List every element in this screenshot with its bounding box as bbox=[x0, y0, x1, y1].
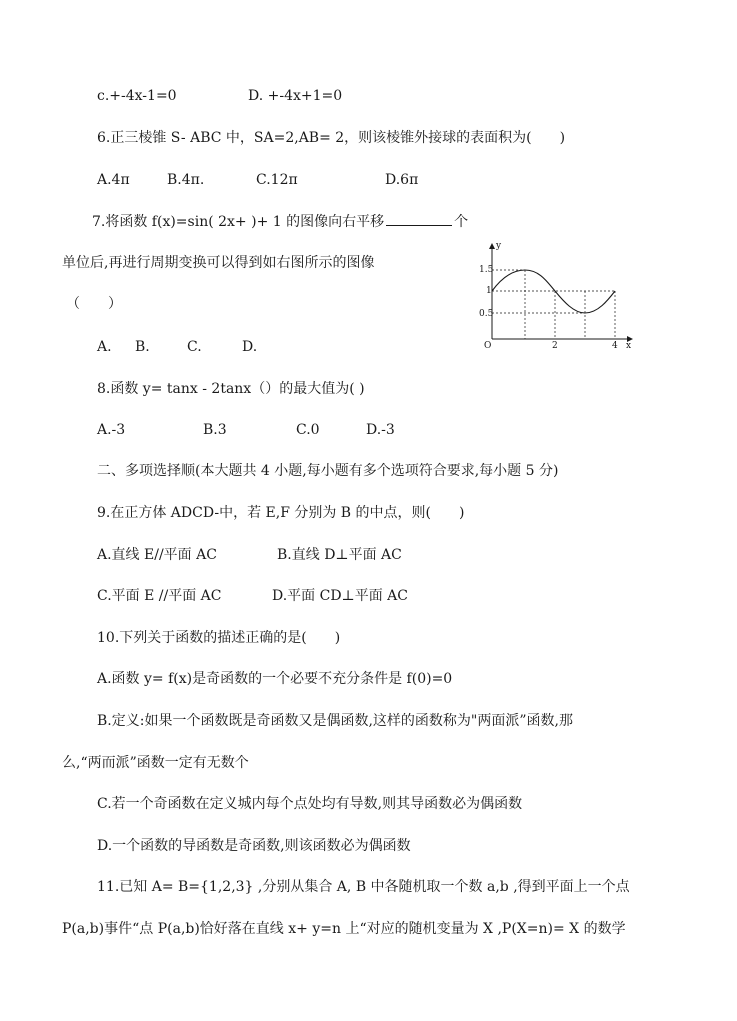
q11-line2: P(a,b)事件“点 P(a,b)恰好落在直线 x+ y=n 上“对应的随机变量为 X ,P(X=n)= X 的数学 bbox=[62, 921, 626, 937]
y-tick-0-5: 0.5 bbox=[479, 309, 494, 319]
q7-paren: （ ） bbox=[66, 296, 122, 312]
q7-stem-text: 7.将函数 f(x)=sin( 2x+ )+ 1 的图像向右平移 bbox=[92, 214, 385, 230]
q6-option-d: D.6π bbox=[385, 172, 419, 188]
q8-option-a: A.-3 bbox=[97, 422, 126, 438]
answer-blank bbox=[386, 211, 452, 226]
q8-option-b: B.3 bbox=[203, 422, 227, 438]
x-tick-4: 4 bbox=[612, 341, 618, 351]
y-tick-1-5: 1.5 bbox=[479, 265, 494, 275]
q9-stem: 9.在正方体 ADCD-中，若 E,F 分别为 B 的中点，则( ) bbox=[97, 505, 465, 521]
q10-option-c: C.若一个奇函数在定义城内每个点处均有导数,则其导函数必为偶函数 bbox=[97, 796, 523, 812]
sine-graph-figure bbox=[470, 238, 645, 356]
sine-curve bbox=[492, 270, 615, 313]
q8-option-d: D.-3 bbox=[366, 422, 395, 438]
q9-option-a: A.直线 E//平面 AC bbox=[97, 547, 217, 563]
q8-stem: 8.函数 y= tanx - 2tanx（）的最大值为( ) bbox=[97, 381, 365, 397]
q7-option-c: C. bbox=[187, 339, 202, 355]
q10-option-b-line2: 么,“两而派”函数一定有无数个 bbox=[62, 755, 249, 771]
q6-option-c: C.12π bbox=[256, 172, 298, 188]
x-tick-2: 2 bbox=[552, 341, 558, 351]
q10-option-a: A.函数 y= f(x)是奇函数的一个必要不充分条件是 f(0)=0 bbox=[97, 671, 453, 687]
q5-option-d: D. +-4x+1=0 bbox=[248, 88, 343, 104]
q11-line1: 11.已知 A= B={1,2,3} ,分别从集合 A, B 中各随机取一个数 a,b ,得到平面上一个点 bbox=[97, 879, 630, 895]
q10-option-b-line1: B.定义:如果一个函数既是奇函数又是偶函数,这样的函数称为"两面派”函数,那 bbox=[97, 713, 573, 729]
q6-option-b: B.4π. bbox=[167, 172, 205, 188]
q7-stem-end: 个 bbox=[454, 214, 469, 230]
x-axis-label: x bbox=[626, 341, 632, 351]
q9-option-b: B.直线 D⊥平面 AC bbox=[277, 547, 402, 563]
guide-lines bbox=[492, 270, 615, 339]
q9-option-d: D.平面 CD⊥平面 AC bbox=[272, 588, 409, 604]
y-axis-label: y bbox=[496, 241, 502, 251]
q7-option-a: A. bbox=[97, 339, 112, 355]
q5-option-c: c.+-4x-1=0 bbox=[97, 88, 177, 104]
q7-stem bbox=[92, 211, 468, 232]
origin-label: O bbox=[484, 341, 492, 351]
q7-stem-line2: 单位后,再进行周期变换可以得到如右图所示的图像 bbox=[62, 255, 375, 271]
section-heading: 二、多项选择顺(本大题共 4 小题,每小题有多个选项符合要求,每小题 5 分) bbox=[97, 463, 559, 479]
y-tick-1: 1 bbox=[486, 286, 492, 296]
q7-option-d: D. bbox=[242, 339, 258, 355]
q7-option-b: B. bbox=[135, 339, 150, 355]
q9-option-c: C.平面 E //平面 AC bbox=[97, 588, 222, 604]
q8-option-c: C.0 bbox=[296, 422, 320, 438]
q6-stem: 6.正三棱锥 S- ABC 中，SA=2,AB= 2，则该棱锥外接球的表面积为( ) bbox=[97, 130, 566, 146]
q10-option-d: D.一个函数的导函数是奇函数,则该函数必为偶函数 bbox=[97, 838, 411, 854]
q10-stem: 10.下列关于函数的描述正确的是( ) bbox=[97, 630, 341, 646]
q6-option-a: A.4π bbox=[97, 172, 130, 188]
